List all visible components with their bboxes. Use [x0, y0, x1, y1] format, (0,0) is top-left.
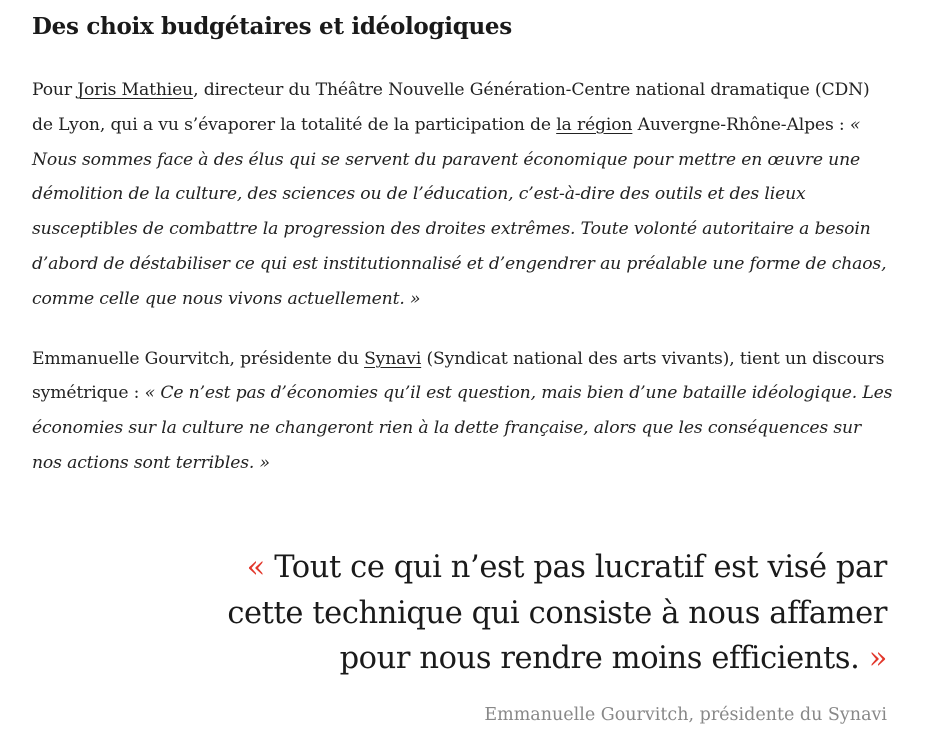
pull-quote-text: Tout ce qui n’est pas lucratif est visé par cette technique qui consiste à nous affamer pour nous rendre moins efficients. [227, 550, 887, 676]
paragraph-joris-mathieu [32, 73, 894, 317]
link-la-region[interactable]: la région [556, 114, 633, 135]
article-body [32, 0, 894, 481]
section-heading: Des choix budgétaires et idéologiques [32, 13, 512, 40]
paragraph1-text-2: Auvergne-Rhône-Alpes : [632, 114, 850, 135]
link-joris-mathieu[interactable]: Joris Mathieu [77, 80, 194, 100]
paragraph2-intro: Emmanuelle Gourvitch, présidente du [32, 348, 365, 369]
paragraph1-text: , directeur du Théâtre Nouvelle Génération-Centre national dramatique (CDN) de Lyon, qui a vu s’évaporer la totalité de la participation de [32, 80, 870, 135]
paragraph-emmanuelle-gourvitch [32, 342, 894, 481]
paragraph1-quote: « Nous sommes face à des élus qui se servent du paravent économique pour mettre en œuvre une démolition de la culture, des sciences ou de l’éducation, c’est-à-dire des outils et des lieux susceptibles de combattre la progression des droites extrêmes. Toute volonté autoritaire a besoin d’abord de déstabiliser ce qui est institutionnalisé et d’engendrer au préalable une forme de chaos, comme celle que nous vivons actuellement. » [32, 114, 887, 309]
pull-quote-attribution: Emmanuelle Gourvitch, présidente du Synavi [484, 705, 887, 725]
paragraph1-intro: Pour [32, 80, 78, 100]
pull-quote [187, 545, 887, 682]
link-synavi[interactable]: Synavi [364, 348, 422, 369]
paragraph2-text: (Syndicat national des arts vivants), tient un discours symétrique : [32, 348, 885, 404]
close-quote-mark: » [868, 641, 887, 676]
open-quote-mark: « [246, 550, 265, 585]
paragraph2-quote: « Ce n’est pas d’économies qu’il est question, mais bien d’une bataille idéologique. Les économies sur la culture ne changeront rien à la dette française, alors que les conséquences sur nos actions sont terribles. » [32, 383, 893, 473]
